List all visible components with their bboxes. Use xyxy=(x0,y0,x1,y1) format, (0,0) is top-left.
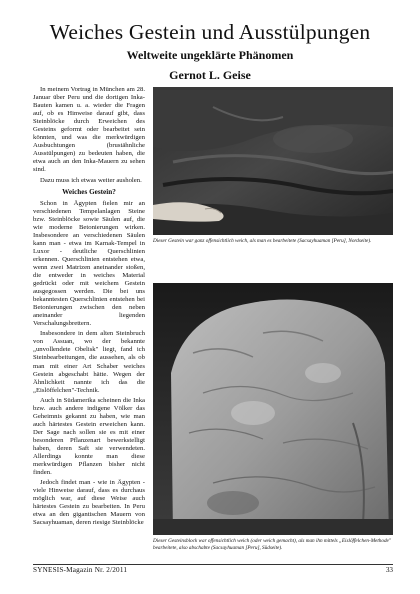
section-heading: Weiches Gestein? xyxy=(62,187,116,196)
article-subtitle: Weltweite ungeklärte Phänomen xyxy=(126,48,294,62)
article-title: Weiches Gestein und Ausstülpungen xyxy=(49,20,371,44)
magazine-issue: SYNESIS-Magazin Nr. 2/2011 xyxy=(33,566,128,574)
body-paragraph-1: Schon in Ägypten fielen mir an verschiedenen Tempelanlagen Steine bzw. Steinblöcke sowie Säulen auf, die wie moderne Betonierungen wirken. Insbesondere an verschiedenen Säulen kann man - etwa im Karnak-Tempel in Luxor - deutliche Querschlinien erkennen. Querschlinien entstehen etwa, wenn zwei Matrizen aneinander stoßen, die entweder in weiches Material gedrückt oder mit weichem Gestein ausgegossen werden. Die bei uns bekanntesten Querschlinien entstehen bei Betonierungen zwischen den neben aneinander liegenden Verschalungsbrettern. xyxy=(33,199,145,328)
stone-block-photo xyxy=(153,283,393,535)
body-paragraph-3: Auch in Südamerika scheinen die Inka bzw. auch andere indigene Völker das Geheimnis gekannt zu haben, wie man auch härtestes Gestein erweichen kann. Der Sage nach sollen sie es mit einer besonderen Pflanzenart bewerkstelligt haben, deren Saft sie verwendeten. Allerdings konnte man diese merkwürdigen Pflanzen bisher nicht finden. xyxy=(33,396,145,477)
article-author: Gernot L. Geise xyxy=(169,68,251,82)
body-paragraph-4: Jedoch findet man - wie in Ägypten - viele Hinweise darauf, dass es durchaus möglich war, auf diese Weise auch härtestes Gestein zu bearbeiten. In Peru etwa an den gigantischen Mauern von Sacsayhuaman, deren riesige Steinblöcke xyxy=(33,479,145,527)
intro-paragraph-1: In meinem Vortrag in München am 28. Januar über Peru und die dortigen Inka-Bauten kamen u. a. wieder die Fragen auf, ob es Hinweise darauf gibt, dass Steinblöcke durch Erweichen des Gesteins geformt oder bearbeitet sein könnten, und was die merkwürdigen Ausbuchtungen (brustähnliche Ausstülpungen) zu bedeuten haben, die etwa auch an den Inka-Mauern zu sehen sind. xyxy=(33,86,145,174)
bottom-photo-caption: Dieser Gesteinsblock war offensichtlich weich (oder weich gemacht), als man ihn mittels „Eislöffelchen-Methode" bearbeitete, also abschabte (Sacsayhuaman [Peru], Südseite). xyxy=(153,538,392,551)
intro-paragraph-2: Dazu muss ich etwas weiter ausholen. xyxy=(40,176,142,184)
footer-divider xyxy=(33,564,393,565)
page-number: 33 xyxy=(385,566,393,574)
stone-surface-photo xyxy=(153,87,393,235)
body-paragraph-2: Insbesondere in dem alten Steinbruch von Assuan, wo der bekannte „unvollendete Obelisk" liegt, fand ich Steinbearbeitungen, die aussehen, als ob man mit einer Art Schaber weiches Gestein abgeschabt hätte. Wegen der Ähnlichkeit nannte ich das die „Eislöffelchen"-Technik. xyxy=(33,330,145,394)
top-photo-caption: Dieser Gestein war ganz offensichtlich weich, als man es bearbeitete (Sacsayhuaman [Peru], Nordseite). xyxy=(153,238,372,244)
article-body-column xyxy=(33,86,145,562)
